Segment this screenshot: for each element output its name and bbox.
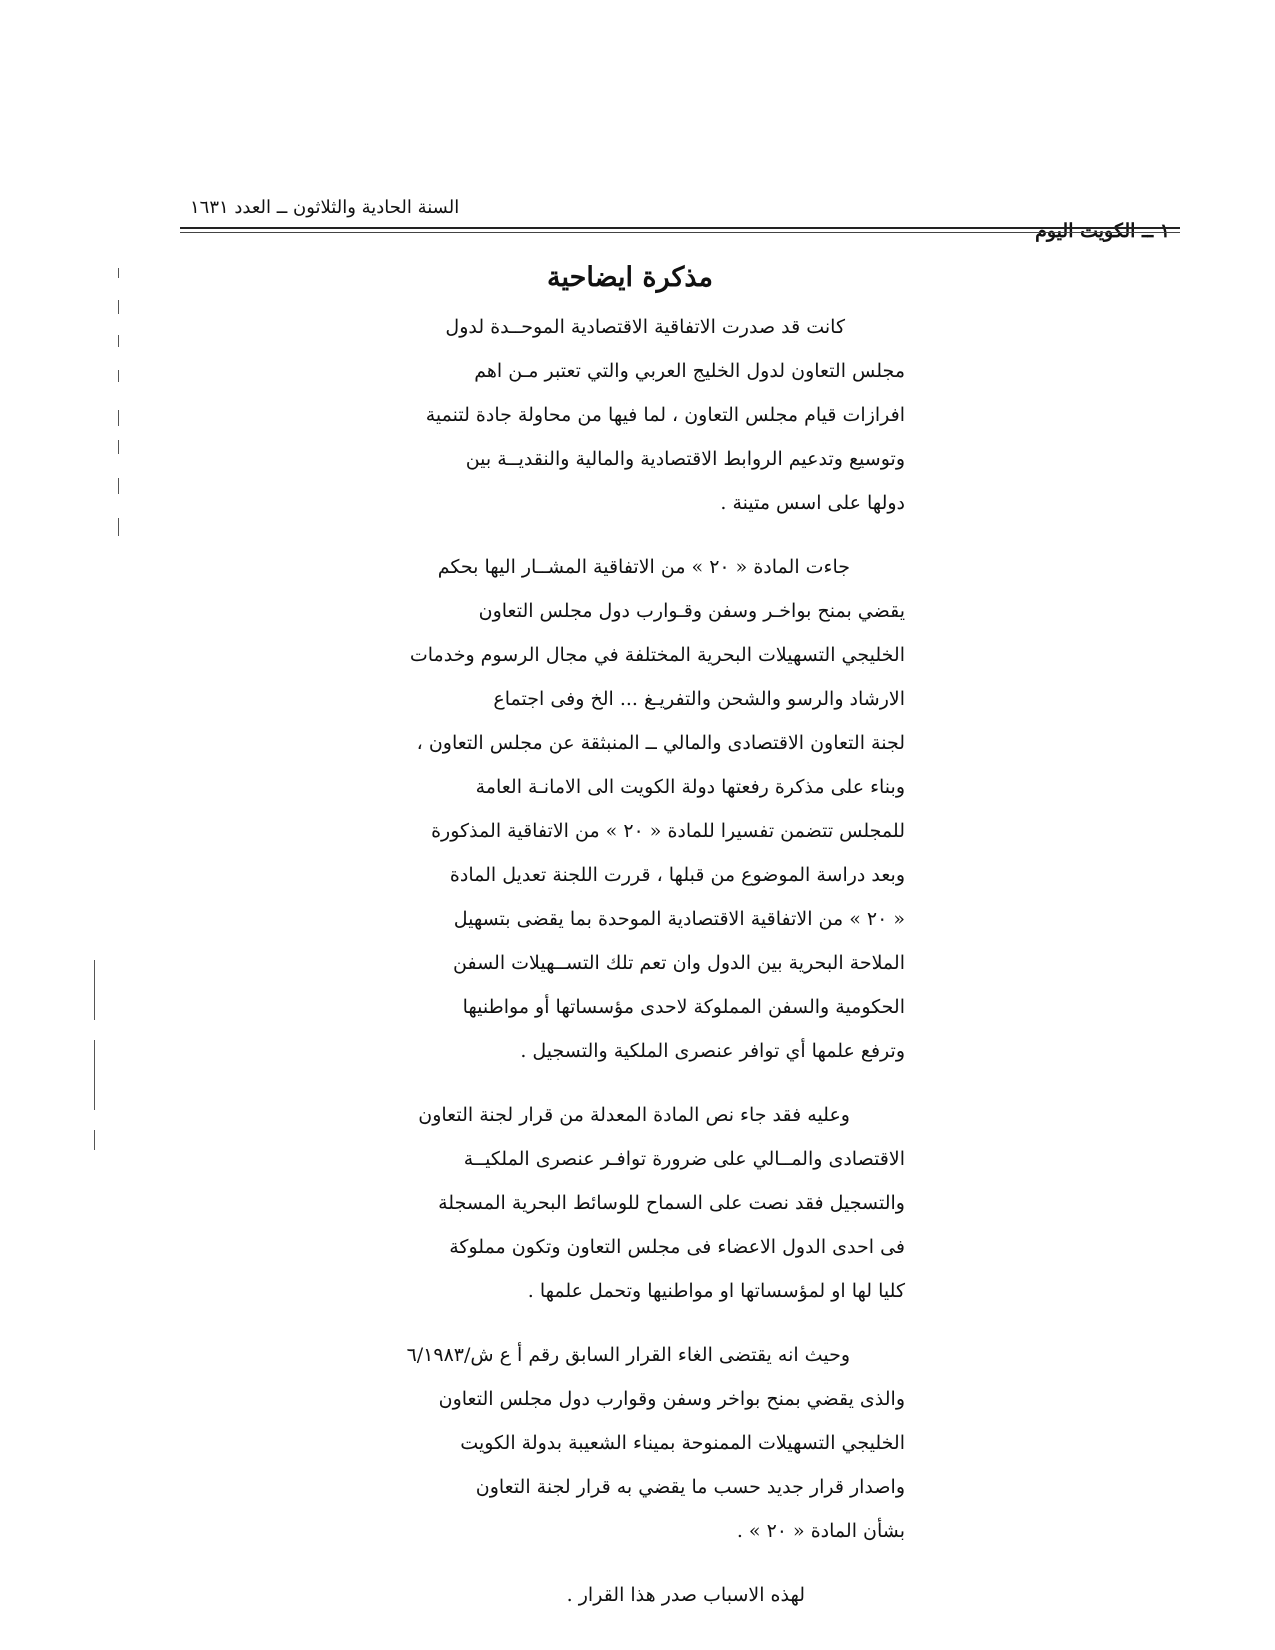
text-line: للمجلس تتضمن تفسيرا للمادة « ٢٠ » من الاتفاقية المذكورة	[431, 820, 905, 842]
volume-issue-label: السنة الحادية والثلاثون ــ العدد ١٦٣١	[190, 197, 460, 218]
text-line: والتسجيل فقد نصت على السماح للوسائط البحرية المسجلة	[438, 1192, 905, 1214]
text-line: افرازات قيام مجلس التعاون ، لما فيها من محاولة جادة لتنمية	[425, 404, 905, 426]
paragraph	[395, 545, 905, 1073]
page-header	[180, 185, 1180, 245]
text-line: الملاحة البحرية بين الدول وان تعم تلك التســهيلات السفن	[453, 952, 905, 974]
text-line: الخليجي التسهيلات البحرية المختلفة في مجال الرسوم وخدمات	[409, 644, 905, 666]
text-line: بشأن المادة « ٢٠ » .	[736, 1520, 905, 1542]
margin-mark	[118, 518, 119, 536]
margin-mark	[118, 370, 119, 382]
text-line: وترفع علمها أي توافر عنصرى الملكية والتسجيل .	[520, 1040, 905, 1062]
text-line: لهذه الاسباب صدر هذا القرار .	[566, 1584, 805, 1606]
margin-mark	[118, 335, 119, 347]
text-line: وتوسيع وتدعيم الروابط الاقتصادية والمالية والنقديــة بين	[465, 448, 905, 470]
paragraph	[395, 1333, 905, 1553]
header-divider	[180, 227, 1180, 229]
text-line: الارشاد والرسو والشحن والتفريـغ ... الخ وفى اجتماع	[493, 688, 905, 710]
margin-mark	[118, 478, 119, 494]
memo-title: مذكرة ايضاحية	[547, 262, 713, 293]
paragraph	[395, 1093, 905, 1313]
margin-mark	[118, 410, 119, 426]
text-line: وبعد دراسة الموضوع من قبلها ، قررت اللجنة تعديل المادة	[449, 864, 905, 886]
text-line: وبناء على مذكرة رفعتها دولة الكويت الى الامانـة العامة	[475, 776, 905, 798]
header-divider	[180, 232, 1180, 233]
text-line: « ٢٠ » من الاتفاقية الاقتصادية الموحدة بما يقضى بتسهيل	[453, 908, 905, 930]
text-line: واصدار قرار جديد حسب ما يقضي به قرار لجنة التعاون	[475, 1476, 905, 1498]
text-line: وحيث انه يقتضى الغاء القرار السابق رقم أ ع ش/٦/١٩٨٣	[406, 1344, 850, 1366]
memo-body	[395, 305, 905, 1637]
text-line: الخليجي التسهيلات الممنوحة بميناء الشعيبة بدولة الكويت	[460, 1432, 905, 1454]
text-line: وعليه فقد جاء نص المادة المعدلة من قرار لجنة التعاون	[418, 1104, 850, 1126]
text-line: مجلس التعاون لدول الخليج العربي والتي تعتبر مـن اهم	[474, 360, 905, 382]
margin-mark	[118, 440, 119, 454]
text-line: كليا لها او لمؤسساتها او مواطنيها وتحمل علمها .	[527, 1280, 905, 1302]
paragraph	[395, 305, 905, 525]
margin-mark	[118, 268, 119, 278]
margin-mark	[94, 960, 95, 1020]
text-line: دولها على اسس متينة .	[720, 492, 905, 514]
publication-page-label: ١ ــ الكويت اليوم	[1035, 220, 1170, 242]
text-line: جاءت المادة « ٢٠ » من الاتفاقية المشــار اليها بحكم	[437, 556, 850, 578]
text-line: والذى يقضي بمنح بواخر وسفن وقوارب دول مجلس التعاون	[438, 1388, 905, 1410]
margin-mark	[94, 1130, 95, 1150]
margin-mark	[118, 300, 119, 314]
text-line: يقضي بمنح بواخـر وسفن وقـوارب دول مجلس التعاون	[478, 600, 905, 622]
text-line: لجنة التعاون الاقتصادى والمالي ــ المنبثقة عن مجلس التعاون ،	[416, 732, 905, 754]
text-line: كانت قد صدرت الاتفاقية الاقتصادية الموحــدة لدول	[445, 316, 845, 338]
margin-mark	[94, 1040, 95, 1110]
text-line: فى احدى الدول الاعضاء فى مجلس التعاون وتكون مملوكة	[449, 1236, 905, 1258]
text-line: الاقتصادى والمــالي على ضرورة توافـر عنصرى الملكيــة	[463, 1148, 905, 1170]
paragraph	[395, 1573, 905, 1617]
text-line: الحكومية والسفن المملوكة لاحدى مؤسساتها أو مواطنيها	[462, 996, 905, 1018]
